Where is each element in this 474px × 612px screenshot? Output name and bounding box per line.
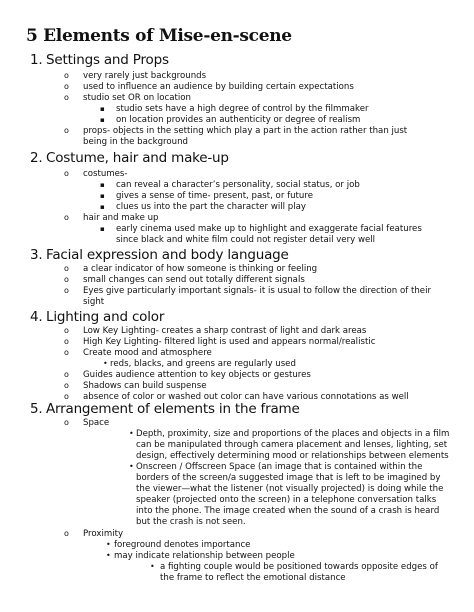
list-item: Shadows can build suspense <box>83 381 207 391</box>
bullet-marker: o <box>64 169 69 178</box>
list-item: studio sets have a high degree of control by the filmmaker <box>116 104 369 114</box>
bullet-marker: o <box>64 82 69 91</box>
bullet-marker: o <box>64 71 69 80</box>
list-item: may indicate relationship between people <box>114 551 295 561</box>
list-item: hair and make up <box>83 213 159 223</box>
bullet-marker: o <box>64 126 69 135</box>
bullet-marker: • <box>106 551 111 560</box>
document-title: 5 Elements of Mise-en-scene <box>26 26 292 46</box>
list-item: High Key Lighting- filtered light is used and appears normal/realistic <box>83 337 376 347</box>
list-item: foreground denotes importance <box>114 540 251 550</box>
bullet-marker: o <box>64 337 69 346</box>
section-heading-costume-hair-makeup: 2. Costume, hair and make-up <box>30 150 229 166</box>
list-item: on location provides an authenticity or degree of realism <box>116 115 361 125</box>
list-item: reds, blacks, and greens are regularly used <box>110 359 296 369</box>
list-item: gives a sense of time- present, past, or future <box>116 191 313 201</box>
list-item: Create mood and atmosphere <box>83 348 212 358</box>
list-item: very rarely just backgrounds <box>83 71 207 81</box>
bullet-marker: o <box>64 529 69 538</box>
list-item: costumes- <box>83 169 128 179</box>
list-item-continuation: the frame to reflect the emotional distance <box>160 573 346 583</box>
list-item: clues us into the part the character will play <box>116 202 306 212</box>
bullet-marker: ▪ <box>100 225 105 233</box>
list-item-continuation: into the phone. The image created when the sound of a crash is heard <box>136 506 440 516</box>
list-item: Guides audience attention to key objects or gestures <box>83 370 311 380</box>
bullet-marker: • <box>106 540 111 549</box>
list-item-continuation: since black and white film could not register detail very well <box>116 235 376 245</box>
bullet-marker: o <box>64 418 69 427</box>
list-item: a fighting couple would be positioned towards opposite edges of <box>160 562 438 572</box>
bullet-marker: o <box>64 93 69 102</box>
list-item-continuation: the viewer—what the listener (not visually projected) is doing while the <box>136 484 444 494</box>
list-item-continuation: sight <box>83 297 105 307</box>
bullet-marker: o <box>64 381 69 390</box>
bullet-marker: • <box>103 359 108 368</box>
bullet-marker: • <box>129 429 134 438</box>
bullet-marker: ▪ <box>100 203 105 211</box>
list-item: can reveal a character’s personality, social status, or job <box>116 180 360 190</box>
section-heading-settings-and-props: 1. Settings and Props <box>30 52 169 68</box>
bullet-marker: ▪ <box>100 105 105 113</box>
list-item: small changes can send out totally different signals <box>83 275 305 285</box>
bullet-marker: o <box>64 326 69 335</box>
list-item-continuation: borders of the screen/a suggested image that is left to be imagined by <box>136 473 441 483</box>
bullet-marker: • <box>129 462 134 471</box>
list-item: studio set OR on location <box>83 93 191 103</box>
list-item-continuation: can be manipulated through camera placement and lenses, lighting, set <box>136 440 448 450</box>
list-item: absence of color or washed out color can have various connotations as well <box>83 392 409 402</box>
bullet-marker: o <box>64 213 69 222</box>
bullet-marker: o <box>64 286 69 295</box>
list-item: Depth, proximity, size and proportions of the places and objects in a film <box>136 429 450 439</box>
bullet-marker: o <box>64 392 69 401</box>
list-item: props- objects in the setting which play a part in the action rather than just <box>83 126 408 136</box>
bullet-marker: o <box>64 348 69 357</box>
list-item-continuation: design, effectively determining mood or relationships between elements <box>136 451 449 461</box>
section-heading-arrangement: 5. Arrangement of elements in the frame <box>30 401 300 417</box>
list-item: Low Key Lighting- creates a sharp contrast of light and dark areas <box>83 326 367 336</box>
list-item-continuation: speaker (projected onto the screen) in a telephone conversation talks <box>136 495 437 505</box>
bullet-marker: o <box>64 275 69 284</box>
section-heading-facial-expression: 3. Facial expression and body language <box>30 247 289 263</box>
section-heading-lighting-and-color: 4. Lighting and color <box>30 309 165 325</box>
list-item: early cinema used make up to highlight and exaggerate facial features <box>116 224 422 234</box>
list-item: Onscreen / Offscreen Space (an image that is contained within the <box>136 462 423 472</box>
list-item-proximity: Proximity <box>83 529 124 539</box>
list-item-continuation: but the crash is not seen. <box>136 517 246 527</box>
bullet-marker: ▪ <box>100 116 105 124</box>
list-item: a clear indicator of how someone is thinking or feeling <box>83 264 318 274</box>
bullet-marker: ▪ <box>100 181 105 189</box>
bullet-marker: ▪ <box>100 192 105 200</box>
list-item: used to influence an audience by building certain expectations <box>83 82 354 92</box>
bullet-marker: • <box>150 562 155 571</box>
bullet-marker: o <box>64 370 69 379</box>
bullet-marker: o <box>64 264 69 273</box>
list-item: Eyes give particularly important signals- it is usual to follow the direction of their <box>83 286 431 296</box>
list-item-space: Space <box>83 418 110 428</box>
list-item-continuation: being in the background <box>83 137 188 147</box>
